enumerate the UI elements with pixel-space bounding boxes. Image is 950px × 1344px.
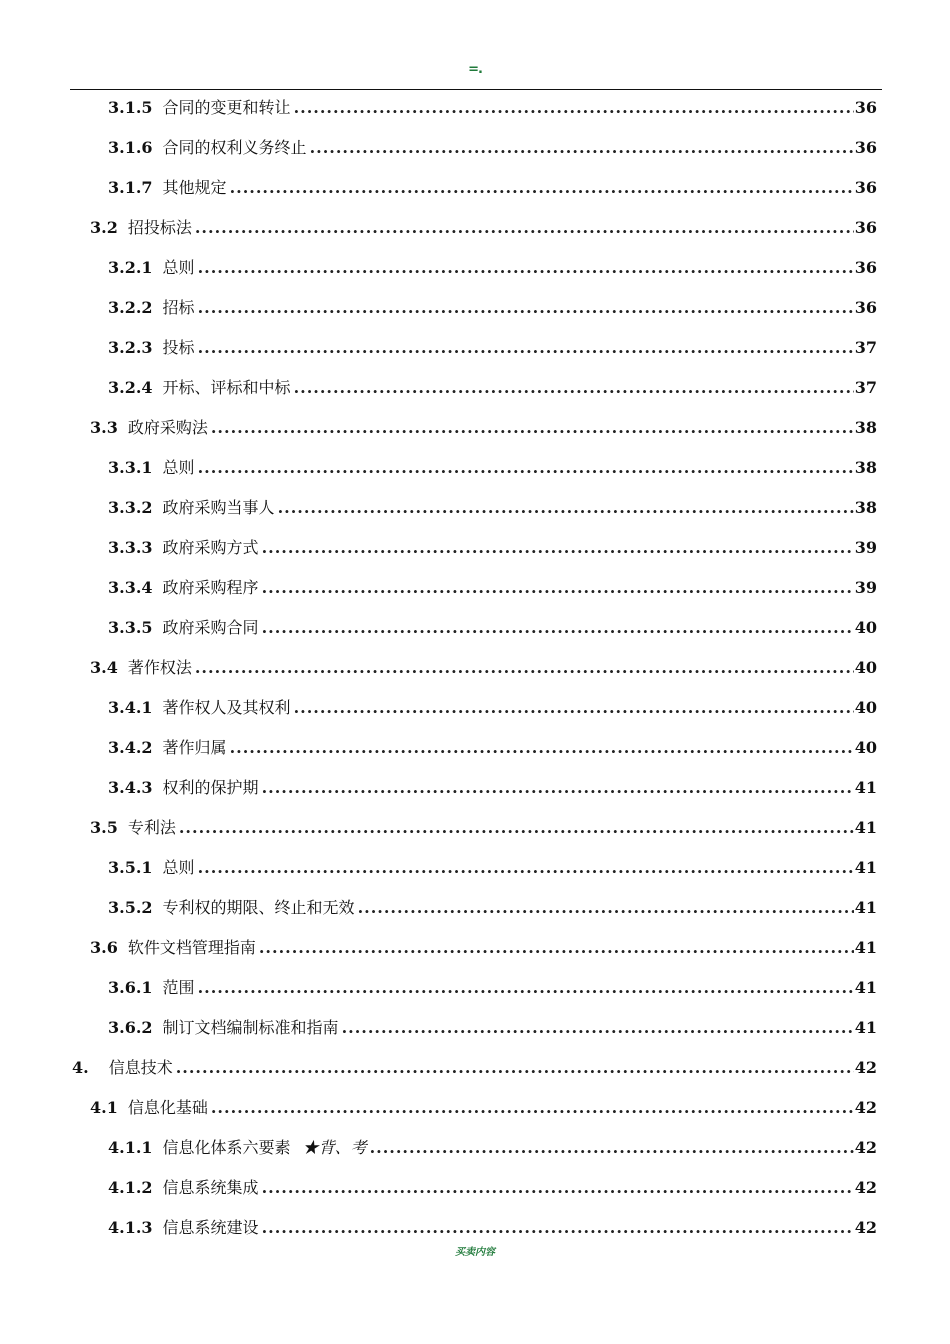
toc-entry[interactable] bbox=[108, 576, 877, 600]
toc-dot-leader bbox=[198, 856, 854, 880]
toc-entry-number: 3.6.2 bbox=[108, 1018, 153, 1037]
toc-entry-number: 3.1.6 bbox=[108, 138, 153, 157]
toc-entry-title bbox=[163, 496, 275, 520]
toc-entry[interactable] bbox=[108, 976, 877, 1000]
toc-entry-page-number: 36 bbox=[854, 178, 877, 197]
toc-entry-page-number: 42 bbox=[854, 1138, 877, 1157]
toc-dot-leader bbox=[195, 656, 854, 680]
toc-entry[interactable] bbox=[108, 96, 877, 120]
toc-entry-number: 3.4 bbox=[90, 658, 118, 677]
toc-entry-number: 3.6 bbox=[90, 938, 118, 957]
toc-entry-page-number: 42 bbox=[854, 1058, 877, 1077]
toc-entry-page-number: 41 bbox=[854, 978, 877, 997]
toc-entry-page-number: 38 bbox=[854, 418, 877, 437]
toc-entry-title-text: 软件文档管理指南 bbox=[127, 938, 256, 957]
toc-dot-leader bbox=[176, 1056, 854, 1080]
toc-entry-page-number: 36 bbox=[854, 98, 877, 117]
toc-entry-title bbox=[163, 536, 259, 560]
toc-entry[interactable] bbox=[72, 1056, 877, 1080]
toc-entry-page-number: 37 bbox=[854, 378, 877, 397]
toc-entry-title bbox=[163, 176, 227, 200]
toc-entry-number: 3.6.1 bbox=[108, 978, 153, 997]
toc-entry-title-text: 信息系统建设 bbox=[162, 1218, 259, 1237]
toc-dot-leader bbox=[262, 1216, 854, 1240]
toc-entry-number: 3.2.3 bbox=[108, 338, 153, 357]
toc-entry-number: 3.2 bbox=[90, 218, 118, 237]
toc-entry-page-number: 41 bbox=[854, 818, 877, 837]
toc-entry[interactable] bbox=[90, 936, 877, 960]
toc-entry-title-text: 政府采购法 bbox=[127, 418, 208, 437]
toc-entry-title bbox=[163, 336, 195, 360]
toc-entry-number: 3.3 bbox=[90, 418, 118, 437]
toc-entry[interactable] bbox=[108, 256, 877, 280]
toc-entry-title-text: 合同的权利义务终止 bbox=[162, 138, 307, 157]
toc-entry-page-number: 41 bbox=[854, 858, 877, 877]
toc-entry-page-number: 40 bbox=[854, 738, 877, 757]
toc-dot-leader bbox=[294, 376, 854, 400]
toc-dot-leader bbox=[195, 216, 854, 240]
toc-entry-title-text: 招投标法 bbox=[127, 218, 192, 237]
toc-entry-page-number: 42 bbox=[854, 1098, 877, 1117]
toc-entry-number: 4.1.3 bbox=[108, 1218, 153, 1237]
toc-entry-page-number: 39 bbox=[854, 538, 877, 557]
toc-entry[interactable] bbox=[108, 536, 877, 560]
toc-entry-title-text: 信息化基础 bbox=[127, 1098, 208, 1117]
toc-entry-number: 3.4.1 bbox=[108, 698, 153, 717]
toc-entry[interactable] bbox=[90, 216, 877, 240]
toc-entry[interactable] bbox=[90, 816, 877, 840]
toc-entry-title bbox=[163, 696, 291, 720]
toc-entry-title-text: 政府采购程序 bbox=[162, 578, 259, 597]
toc-entry-title-text: 政府采购当事人 bbox=[162, 498, 275, 517]
toc-entry-title bbox=[163, 1176, 259, 1200]
toc-entry-page-number: 36 bbox=[854, 298, 877, 317]
toc-entry-page-number: 41 bbox=[854, 778, 877, 797]
toc-entry-page-number: 36 bbox=[854, 138, 877, 157]
toc-entry-page-number: 38 bbox=[854, 458, 877, 477]
toc-entry-number: 4.1 bbox=[90, 1098, 118, 1117]
toc-dot-leader bbox=[198, 336, 854, 360]
toc-entry-page-number: 39 bbox=[854, 578, 877, 597]
toc-entry-number: 3.2.4 bbox=[108, 378, 153, 397]
toc-entry-number: 4. bbox=[72, 1058, 89, 1077]
toc-dot-leader bbox=[211, 1096, 854, 1120]
toc-entry-number: 3.3.2 bbox=[108, 498, 153, 517]
toc-entry-number: 3.4.3 bbox=[108, 778, 153, 797]
toc-entry-title-text: 信息系统集成 bbox=[162, 1178, 259, 1197]
toc-entry-number: 4.1.1 bbox=[108, 1138, 153, 1157]
toc-entry-title-text: 专利权的期限、终止和无效 bbox=[162, 898, 355, 917]
toc-entry-title bbox=[128, 416, 208, 440]
toc-entry-title bbox=[163, 856, 195, 880]
toc-entry-page-number: 40 bbox=[854, 658, 877, 677]
toc-entry-title bbox=[163, 1136, 367, 1160]
toc-entry-title-text: 政府采购方式 bbox=[162, 538, 259, 557]
toc-dot-leader bbox=[262, 776, 854, 800]
toc-entry-title-text: 著作权法 bbox=[127, 658, 192, 677]
toc-entry-title bbox=[163, 1016, 339, 1040]
toc-entry[interactable] bbox=[108, 456, 877, 480]
toc-entry-title bbox=[163, 976, 195, 1000]
toc-entry[interactable] bbox=[108, 616, 877, 640]
toc-entry-title-text: 信息化体系六要素 bbox=[162, 1138, 291, 1157]
toc-entry[interactable] bbox=[108, 856, 877, 880]
toc-entry-title-text: 开标、评标和中标 bbox=[162, 378, 291, 397]
toc-entry[interactable] bbox=[108, 1216, 877, 1240]
toc-entry[interactable] bbox=[108, 736, 877, 760]
toc-entry-title-text: 其他规定 bbox=[162, 178, 227, 197]
toc-dot-leader bbox=[198, 976, 854, 1000]
toc-entry[interactable] bbox=[108, 176, 877, 200]
toc-entry-title bbox=[128, 1096, 208, 1120]
toc-entry-number: 3.3.1 bbox=[108, 458, 153, 477]
toc-entry[interactable] bbox=[108, 336, 877, 360]
toc-entry-page-number: 36 bbox=[854, 218, 877, 237]
toc-dot-leader bbox=[198, 256, 854, 280]
footer-mark: 买卖内容 bbox=[455, 1247, 495, 1258]
toc-entry[interactable] bbox=[108, 376, 877, 400]
toc-entry-title bbox=[109, 1056, 173, 1080]
toc-entry-number: 3.5 bbox=[90, 818, 118, 837]
toc-entry[interactable] bbox=[108, 296, 877, 320]
toc-dot-leader bbox=[198, 456, 854, 480]
toc-entry[interactable] bbox=[108, 896, 877, 920]
toc-dot-leader bbox=[262, 576, 854, 600]
toc-entry[interactable] bbox=[90, 656, 877, 680]
toc-entry-page-number: 40 bbox=[854, 698, 877, 717]
toc-entry-title-text: 范围 bbox=[162, 978, 195, 997]
toc-entry[interactable] bbox=[108, 1176, 877, 1200]
toc-entry-note: ★背、考 bbox=[302, 1138, 367, 1157]
toc-entry-number: 4.1.2 bbox=[108, 1178, 153, 1197]
toc-dot-leader bbox=[179, 816, 854, 840]
toc-dot-leader bbox=[294, 96, 854, 120]
toc-entry[interactable] bbox=[108, 1136, 877, 1160]
toc-entry-title-text: 制订文档编制标准和指南 bbox=[162, 1018, 339, 1037]
toc-dot-leader bbox=[358, 896, 854, 920]
toc-entry-number: 3.1.7 bbox=[108, 178, 153, 197]
toc-dot-leader bbox=[262, 616, 854, 640]
toc-entry-page-number: 41 bbox=[854, 938, 877, 957]
toc-entry-page-number: 41 bbox=[854, 898, 877, 917]
toc-entry-page-number: 38 bbox=[854, 498, 877, 517]
toc-entry-title bbox=[163, 776, 259, 800]
toc-dot-leader bbox=[370, 1136, 854, 1160]
toc-entry-number: 3.5.1 bbox=[108, 858, 153, 877]
toc-entry-title bbox=[163, 136, 307, 160]
toc-entry-number: 3.4.2 bbox=[108, 738, 153, 757]
toc-entry-number: 3.3.5 bbox=[108, 618, 153, 637]
toc-entry-page-number: 37 bbox=[854, 338, 877, 357]
header-mark: =. bbox=[468, 62, 482, 77]
toc-entry[interactable] bbox=[108, 776, 877, 800]
toc-entry-number: 3.1.5 bbox=[108, 98, 153, 117]
toc-dot-leader bbox=[342, 1016, 854, 1040]
toc-entry-page-number: 42 bbox=[854, 1218, 877, 1237]
toc-dot-leader bbox=[259, 936, 854, 960]
toc-entry-title-text: 政府采购合同 bbox=[162, 618, 259, 637]
toc-dot-leader bbox=[310, 136, 854, 160]
toc-dot-leader bbox=[230, 736, 854, 760]
toc-entry-page-number: 40 bbox=[854, 618, 877, 637]
toc-entry-title bbox=[163, 96, 291, 120]
toc-dot-leader bbox=[262, 536, 854, 560]
toc-entry-title bbox=[163, 896, 355, 920]
toc-entry[interactable] bbox=[108, 696, 877, 720]
toc-entry-title-text: 投标 bbox=[162, 338, 195, 357]
toc-entry-title-text: 总则 bbox=[162, 258, 195, 277]
toc-entry-number: 3.3.4 bbox=[108, 578, 153, 597]
toc-entry-title-text: 合同的变更和转让 bbox=[162, 98, 291, 117]
toc-dot-leader bbox=[278, 496, 854, 520]
toc-dot-leader bbox=[230, 176, 854, 200]
toc-entry-number: 3.5.2 bbox=[108, 898, 153, 917]
header-rule bbox=[70, 89, 882, 90]
toc-entry[interactable] bbox=[108, 1016, 877, 1040]
toc-entry-title bbox=[128, 936, 256, 960]
toc-entry-title bbox=[128, 656, 192, 680]
toc-entry-title-text: 专利法 bbox=[127, 818, 176, 837]
toc-entry-title bbox=[128, 216, 192, 240]
toc-entry-title-text: 著作权人及其权利 bbox=[162, 698, 291, 717]
toc-entry-number: 3.2.1 bbox=[108, 258, 153, 277]
toc-entry[interactable] bbox=[90, 1096, 877, 1120]
toc-entry-page-number: 42 bbox=[854, 1178, 877, 1197]
toc-entry-title-text: 信息技术 bbox=[108, 1058, 173, 1077]
toc-entry[interactable] bbox=[108, 496, 877, 520]
toc-entry-title bbox=[163, 456, 195, 480]
toc-entry-title bbox=[163, 376, 291, 400]
toc-entry-title-text: 权利的保护期 bbox=[162, 778, 259, 797]
toc-entry-title-text: 著作归属 bbox=[162, 738, 227, 757]
toc-dot-leader bbox=[211, 416, 854, 440]
toc-entry-title-text: 总则 bbox=[162, 858, 195, 877]
toc-entry-title bbox=[163, 736, 227, 760]
toc-entry-page-number: 36 bbox=[854, 258, 877, 277]
toc-entry[interactable] bbox=[90, 416, 877, 440]
toc-dot-leader bbox=[262, 1176, 854, 1200]
toc-entry-number: 3.3.3 bbox=[108, 538, 153, 557]
toc-entry-title bbox=[128, 816, 176, 840]
toc-entry-title bbox=[163, 296, 195, 320]
toc-entry-title-text: 招标 bbox=[162, 298, 195, 317]
toc-entry-title bbox=[163, 616, 259, 640]
toc-entry-title bbox=[163, 256, 195, 280]
toc-dot-leader bbox=[294, 696, 854, 720]
toc-dot-leader bbox=[198, 296, 854, 320]
toc-entry-page-number: 41 bbox=[854, 1018, 877, 1037]
toc-entry[interactable] bbox=[108, 136, 877, 160]
toc-entry-number: 3.2.2 bbox=[108, 298, 153, 317]
toc-entry-title-text: 总则 bbox=[162, 458, 195, 477]
toc-entry-title bbox=[163, 1216, 259, 1240]
toc-entry-title bbox=[163, 576, 259, 600]
